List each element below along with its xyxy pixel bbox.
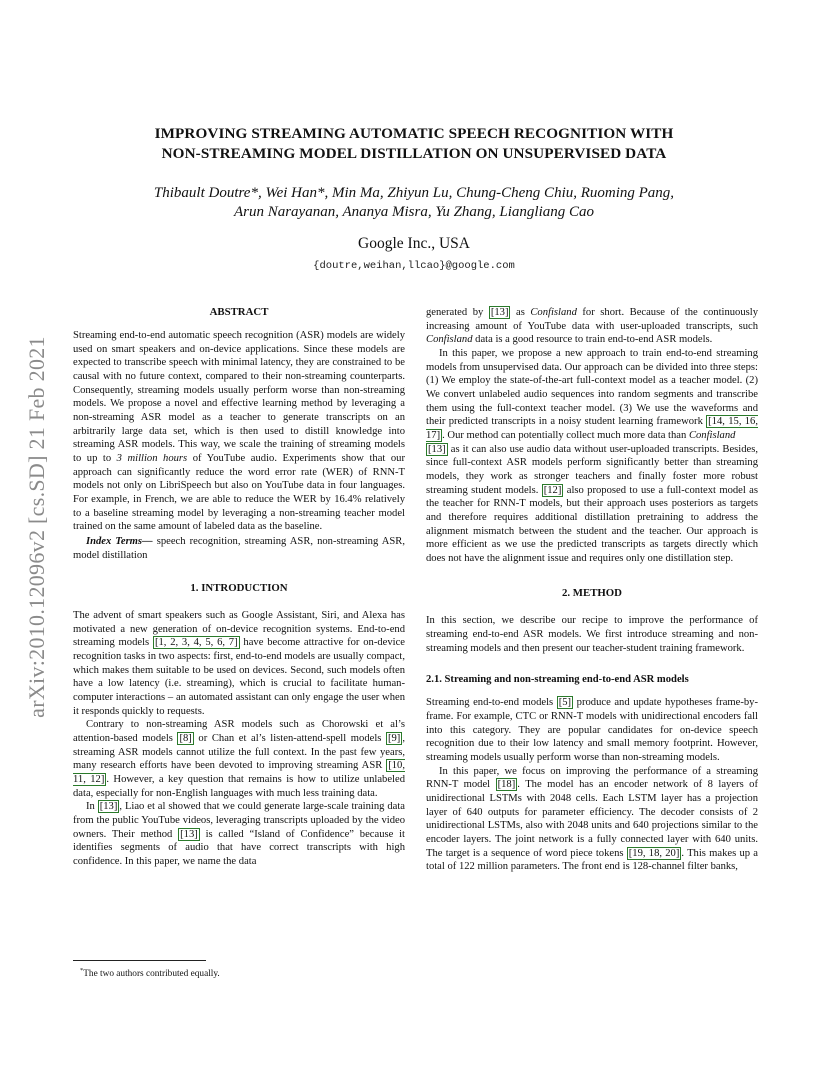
paper-title [90, 124, 738, 164]
intro-paragraph-1: The advent of smart speakers such as Google Assistant, Siri, and Alexa has motivated a new generation of on-device recognition systems. End-to-end streaming models [1, 2, 3, 4, 5, 6, 7] have become attractive for on-device recognition tasks in two aspects: first, end-to-end models are usually compact, which makes them suitable to be used on devices. Second, such models often have a low latency (i.e. streaming), which is crucial to facilitate human-computer interactions – an automated assistant can only engage the user when it responds quickly to requests. [73, 610, 405, 717]
index-terms-label: Index Terms— [86, 535, 153, 547]
index-terms: Index Terms— speech recognition, streaming ASR, non-streaming ASR, model distillation [73, 535, 405, 561]
introduction-heading: 1. INTRODUCTION [190, 582, 288, 595]
affiliation: Google Inc., USA [358, 235, 470, 252]
citation-link[interactable]: [13] [428, 443, 446, 455]
authors-line-1: Thibault Doutre*, Wei Han*, Min Ma, Zhiyun Lu, Chung-Cheng Chiu, Ruoming Pang, [153, 185, 675, 201]
title-line-2: NON-STREAMING MODEL DISTILLATION ON UNSUPERVISED DATA [161, 145, 667, 162]
citation-link[interactable]: [5] [558, 697, 572, 709]
citation-link[interactable]: [13] [99, 801, 118, 813]
footnote-text: The two authors contributed equally. [83, 969, 220, 980]
citation-link[interactable]: [13] [490, 307, 509, 318]
right-paragraph-2: In this paper, we propose a new approach to train end-to-end streaming models from unsupervised data. Our approach can be divided into three steps: (1) We employ the state-of-the-art full-context model as a teacher model. (2) We convert unlabeled audio sequences into random segments and transcribe them using the full-context teacher model. (3) We use the waveforms and their predicted transcripts in a noisy student learning framework [14, 15, 16, 17] . Our method can potentially collect much more data than Confisland [13] as it can also use audio data without user-uploaded transcripts. Besides, since full-context ASR models perform significantly better than streaming models, they work as stronger teachers and finally foster more robust streaming student models. [12] also proposed to use a full-context model as the teacher for RNN-T models, but their approach uses posteriors as targets and therefore requires additional distillation pretraining to address the alignment mismatch between the student and the teacher. Our approach is more efficient as we use the predicted transcripts as targets directly which does not have the alignment issue and requires only one distillation step. [426, 347, 758, 564]
abstract-heading: ABSTRACT [209, 306, 269, 318]
footnote-rule [73, 960, 206, 961]
citation-link[interactable]: [10, 11, 12] [73, 760, 405, 786]
right-column [426, 306, 758, 874]
citation-link[interactable]: [12] [543, 484, 562, 496]
citation-link[interactable]: [18] [497, 779, 516, 791]
title-line-1: IMPROVING STREAMING AUTOMATIC SPEECH RECOGNITION WITH [154, 125, 674, 142]
footnote [80, 965, 220, 980]
footnote-mark: * [80, 967, 84, 974]
intro-paragraph-3: In [13] , Liao et al showed that we could generate large-scale training data from the public YouTube videos, leveraging transcripts uploaded by the video owners. Their method [13] is called “Island of Confidence” because it identifies segments of audio that have correct transcripts with high confidence. In this paper, we name the data [73, 801, 405, 867]
abstract-text: Streaming end-to-end automatic speech recognition (ASR) models are widely used on smart speakers and on-device applications. Since these models are expected to transcribe speech with minimal latency, they are constrained to be causal with no future context, compared to their non-streaming counterparts. Consequently, streaming models usually perform worse than non-streaming models. We propose a novel and effective learning method by leveraging a non-streaming ASR model as a teacher to generate transcripts on an arbitrarily large data set, which is then used to distill knowledge into streaming ASR models. This way, we scale the training of streaming models to up to 3 million hours of YouTube audio. Experiments show that our approach can significantly reduce the word error rate (WER) of RNN-T models not only on LibriSpeech but also on YouTube data in four languages. For example, in French, we are able to reduce the WER by 16.4% relatively to a baseline streaming model by leveraging a non-streaming teacher model trained on the same amount of labeled data as the baseline. [73, 330, 405, 533]
citation-link[interactable]: [19, 18, 20] [628, 847, 680, 859]
citation-link[interactable]: [14, 15, 16, 17] [426, 416, 758, 441]
citation-link[interactable]: [1, 2, 3, 4, 5, 6, 7] [154, 637, 238, 649]
method-paragraph: In this section, we describe our recipe to improve the performance of streaming end-to-end ASR models. We first introduce streaming and non-streaming models and then present our teacher-student training framework. [426, 615, 758, 654]
citation-link[interactable]: [8] [179, 733, 192, 745]
method-heading: 2. METHOD [562, 587, 622, 600]
author-list [70, 184, 758, 222]
subsection-paragraph-2: In this paper, we focus on improving the performance of a streaming RNN-T model [18] . The model has an encoder network of 8 layers of unidirectional LSTMs with 2048 cells. Each LSTM layer has a projection layer of 640 outputs for parameter efficiency. The decoder consists of 2 unidirectional LSTMs, also with 2048 units and 640 projections similar to the encoder layers. The joint network is a fully connected layer with 640 units. The target is a sequence of word piece tokens [19, 18, 20] . This makes up a total of 122 million parameters. The front end is 128-channel filter banks, [426, 765, 759, 873]
citation-link[interactable]: [9] [387, 733, 401, 745]
authors-line-2: Arun Narayanan, Ananya Misra, Yu Zhang, Liangliang Cao [233, 204, 595, 220]
left-column [73, 306, 405, 869]
arxiv-sidebar [22, 292, 52, 762]
author-email: {doutre,weihan,llcao}@google.com [313, 260, 515, 272]
subsection-paragraph-1: Streaming end-to-end models [5] produce and update hypotheses frame-by-frame. For example, CTC or RNN-T models with unidirectional encoders fall into this category. They are popular candidates for on-device speech recognition due to their low latency and small memory footprint. However, streaming models usually perform worse than non-streaming models. [426, 697, 758, 764]
intro-paragraph-2: Contrary to non-streaming ASR models such as Chorowski et al’s attention-based models [8] or Chan et al’s listen-attend-spell models [9] , streaming ASR models cannot utilize the full context. In the past few years, many research efforts have been devoted to improving streaming ASR [10, 11, 12] . However, a key question that remains is how to utilize unlabeled data, especially for non-English languages with much less training data. [73, 719, 405, 799]
arxiv-id: arXiv:2010.12096v2 [cs.SD] 21 Feb 2021 [24, 336, 49, 718]
right-paragraph-1: generated by [13] as Confisland for short. Because of the continuously increasing amount of YouTube data with user-uploaded transcripts, such Confisland data is a good resource to train end-to-end ASR models. [426, 307, 759, 346]
citation-link[interactable]: [13] [180, 828, 198, 840]
subsection-heading: 2.1. Streaming and non-streaming end-to-end ASR models [426, 674, 689, 686]
